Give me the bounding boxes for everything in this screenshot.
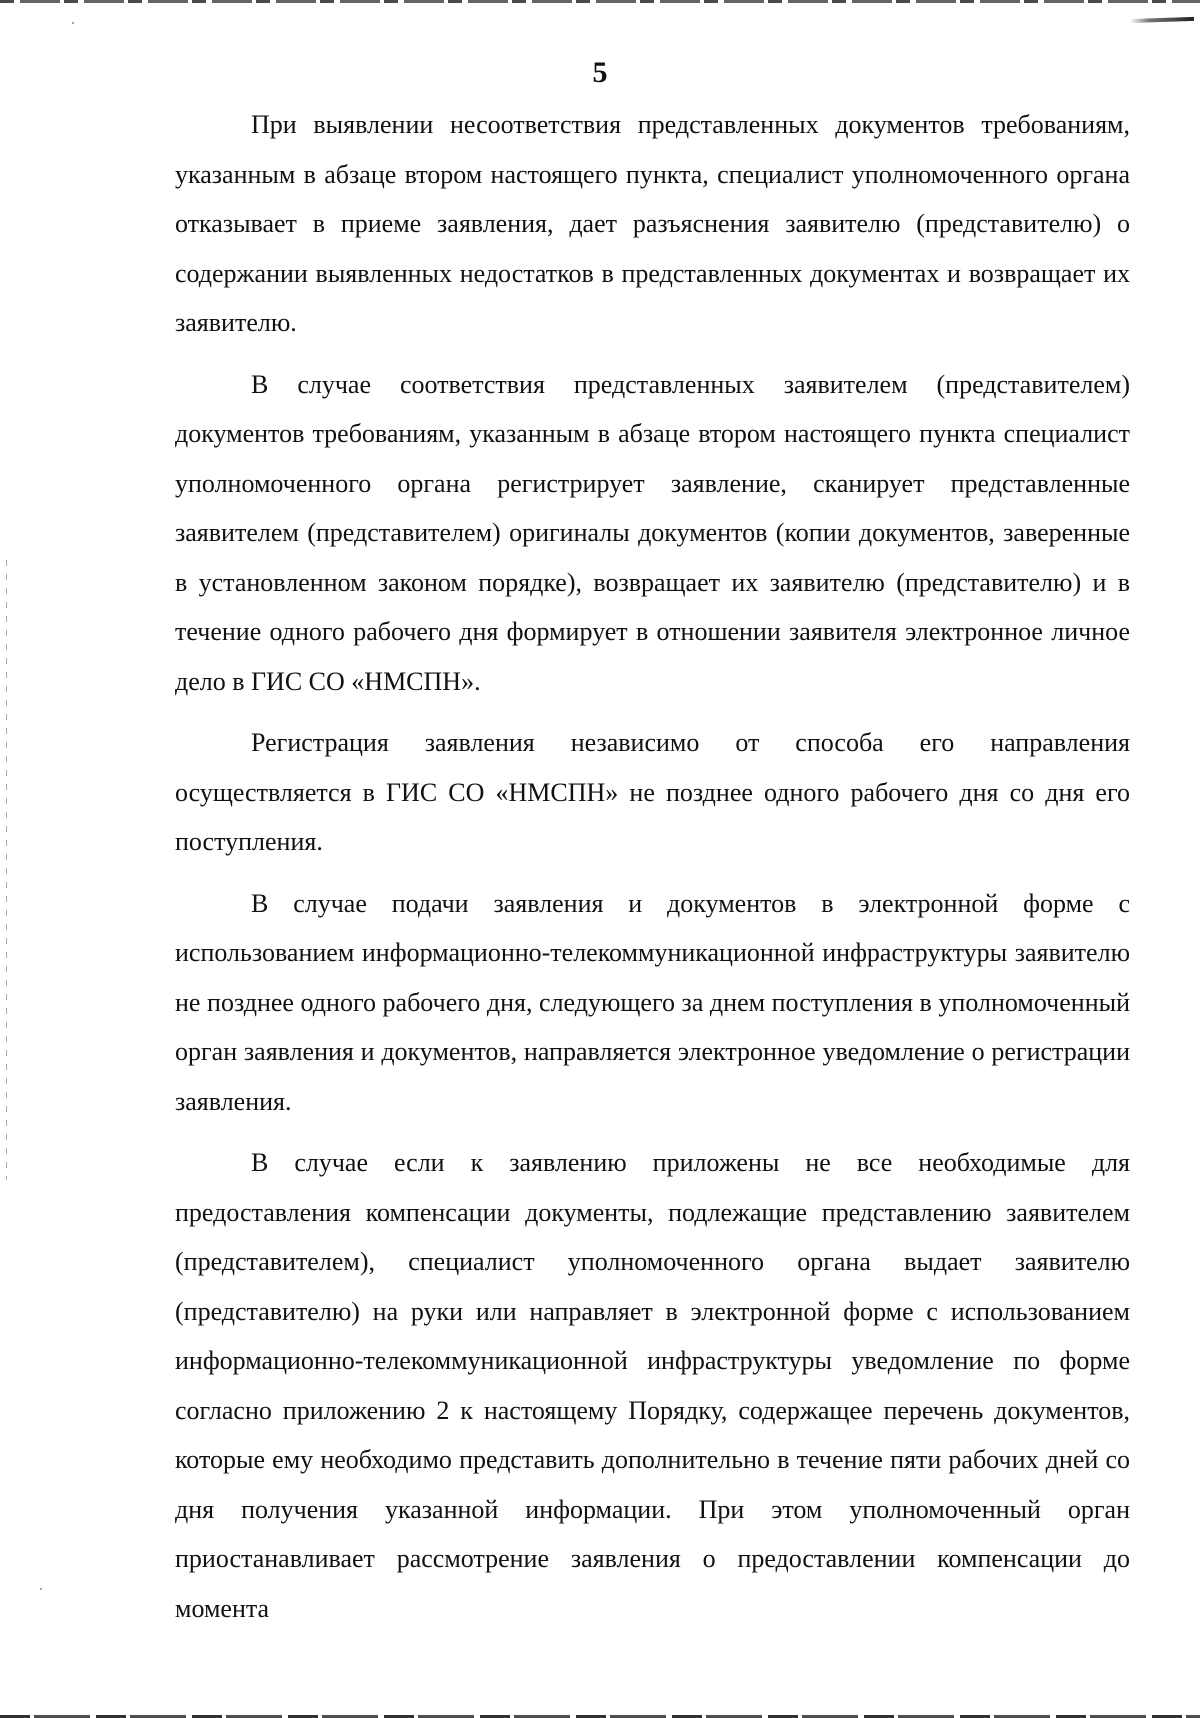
scan-artifact-mark [1130,17,1194,23]
paragraph: Регистрация заявления независимо от способа его направления осуществляется в ГИС СО «НМСПН» не позднее одного рабочего дня со дня его поступления. [175,728,1130,856]
document-body [175,100,1130,1645]
page-number: 5 [592,56,608,89]
scan-speck [40,1588,42,1590]
scan-left-edge [6,560,7,1180]
scan-top-border [0,0,1200,3]
paragraph: При выявлении несоответствия представленных документов требованиям, указанным в абзаце втором настоящего пункта, специалист уполномоченного органа отказывает в приеме заявления, дает разъяснения заявителю (представителю) о содержании выявленных недостатков в представленных документах и возвращает их заявителю. [175,110,1130,337]
scan-speck [72,22,74,24]
paragraph: В случае если к заявлению приложены не все необходимые для предоставления компенсации документы, подлежащие представлению заявителем (представителем), специалист уполномоченного органа выдает заявителю (представителю) на руки или направляет в электронной форме с использованием информационно-телекоммуникационной инфраструктуры уведомление по форме согласно приложению 2 к настоящему Порядку, содержащее перечень документов, которые ему необходимо представить дополнительно в течение пяти рабочих дней со дня получения указанной информации. При этом уполномоченный орган приостанавливает рассмотрение заявления о предоставлении компенсации до момента [175,1148,1130,1623]
paragraph: В случае соответствия представленных заявителем (представителем) документов требованиям, указанным в абзаце втором настоящего пункта специалист уполномоченного органа регистрирует заявление, сканирует представленные заявителем (представителем) оригиналы документов (копии документов, заверенные в установленном законом порядке), возвращает их заявителю (представителю) и в течение одного рабочего дня формирует в отношении заявителя электронное личное дело в ГИС СО «НМСПН». [175,369,1130,696]
paragraph: В случае подачи заявления и документов в электронной форме с использованием информационно-телекоммуникационной инфраструктуры заявителю не позднее одного рабочего дня, следующего за днем поступления в уполномоченный орган заявления и документов, направляется электронное уведомление о регистрации заявления. [175,888,1130,1116]
